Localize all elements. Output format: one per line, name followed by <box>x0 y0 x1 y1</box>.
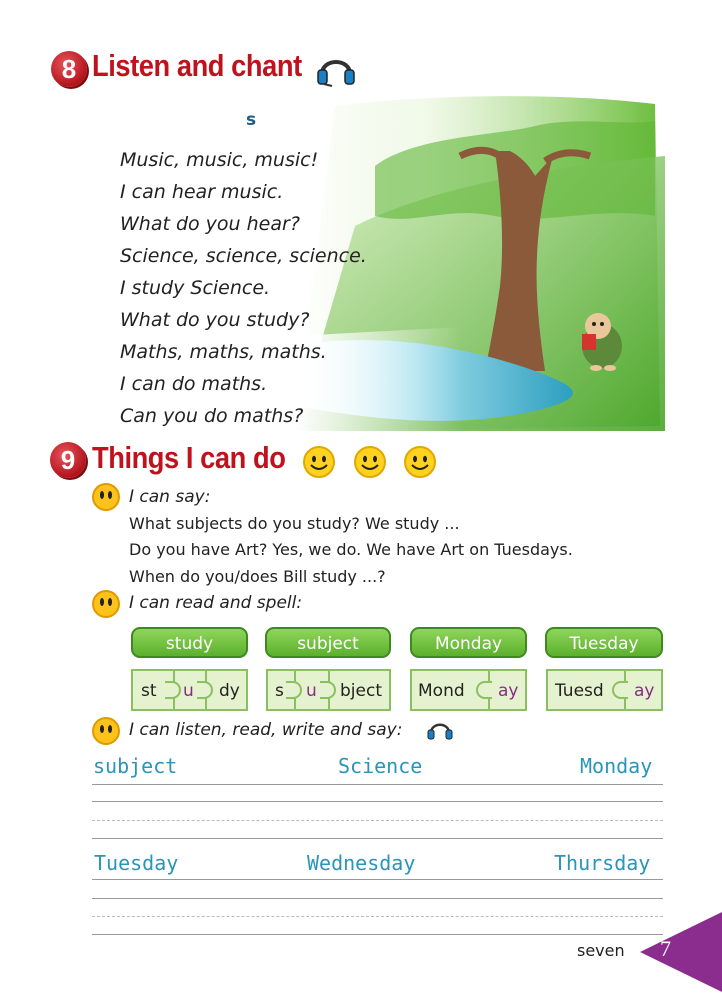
neutral-face-icon <box>91 482 121 512</box>
neutral-face-icon <box>91 716 121 746</box>
trace-word-wednesday: Wednesday <box>307 851 416 875</box>
can-read-spell-label: I can read and spell: <box>129 593 303 613</box>
puzzle-left-part: Tuesd <box>555 681 604 701</box>
writing-line <box>92 916 663 917</box>
word-button-tuesday[interactable]: Tuesday <box>545 627 663 658</box>
puzzle-left-part: st <box>141 681 157 701</box>
puzzle-right-part: ay <box>634 681 655 701</box>
puzzle-subject[interactable] <box>266 669 391 711</box>
writing-line <box>92 934 663 935</box>
chant-line-9: Can you do maths? <box>120 405 304 427</box>
can-listen-label: I can listen, read, write and say: <box>129 720 403 740</box>
say-line-3: When do you/does Bill study ...? <box>129 567 386 586</box>
writing-line <box>92 838 663 839</box>
section-8-title: Listen and chant <box>92 48 302 83</box>
puzzle-study[interactable] <box>131 669 248 711</box>
puzzle-right-part: ay <box>498 681 519 701</box>
section-8-number: 8 <box>51 51 87 87</box>
puzzle-monday[interactable] <box>410 669 527 711</box>
writing-line <box>92 879 663 880</box>
writing-line <box>92 820 663 821</box>
say-line-1: What subjects do you study? We study ... <box>129 514 460 533</box>
chant-line-2: I can hear music. <box>120 181 284 203</box>
trace-word-subject: subject <box>93 754 178 778</box>
trace-word-thursday: Thursday <box>554 851 651 875</box>
puzzle-left-part: Mond <box>418 681 465 701</box>
puzzle-right-part: dy <box>219 681 240 701</box>
chant-subtitle-letter: s <box>246 110 257 130</box>
page-number: 7 <box>660 936 671 961</box>
puzzle-right-part: bject <box>340 681 382 701</box>
neutral-face-icon <box>91 589 121 619</box>
writing-line <box>92 898 663 899</box>
word-button-subject[interactable]: subject <box>265 627 391 658</box>
puzzle-tuesday[interactable] <box>546 669 663 711</box>
chant-line-6: What do you study? <box>120 309 310 331</box>
page-tab <box>640 912 722 992</box>
puzzle-left-part: s <box>275 681 284 701</box>
headphones-icon[interactable] <box>316 50 356 88</box>
puzzle-vowel: u <box>306 681 317 701</box>
trace-word-science: Science <box>338 754 423 778</box>
smiley-face-icon[interactable] <box>353 445 387 479</box>
puzzle-vowel: u <box>183 681 194 701</box>
chant-line-4: Science, science, science. <box>120 245 367 267</box>
section-9-number: 9 <box>50 442 86 478</box>
chant-line-5: I study Science. <box>120 277 271 299</box>
chant-line-3: What do you hear? <box>120 213 300 235</box>
chant-line-1: Music, music, music! <box>120 149 319 171</box>
word-button-monday[interactable]: Monday <box>410 627 527 658</box>
can-say-label: I can say: <box>129 487 211 507</box>
writing-line <box>92 801 663 802</box>
word-button-study[interactable]: study <box>131 627 248 658</box>
page-word: seven <box>577 941 625 960</box>
smiley-face-icon[interactable] <box>403 445 437 479</box>
say-line-2: Do you have Art? Yes, we do. We have Art on Tuesdays. <box>129 540 573 559</box>
chant-line-7: Maths, maths, maths. <box>120 341 327 363</box>
trace-word-tuesday: Tuesday <box>94 851 179 875</box>
writing-line <box>92 784 663 785</box>
trace-word-monday: Monday <box>580 754 653 778</box>
smiley-face-icon[interactable] <box>302 445 336 479</box>
chant-line-8: I can do maths. <box>120 373 268 395</box>
section-9-title: Things I can do <box>92 440 286 475</box>
headphones-icon[interactable] <box>427 718 453 742</box>
